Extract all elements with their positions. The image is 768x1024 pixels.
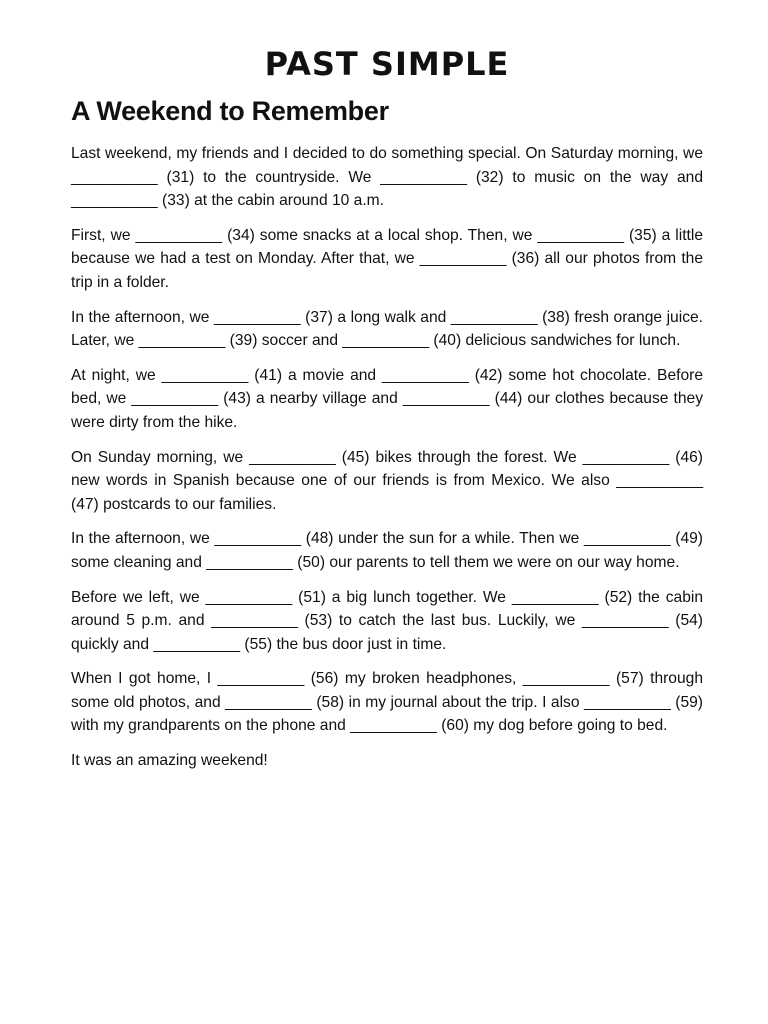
paragraph-2: First, we __________ (34) some snacks at a local shop. Then, we __________ (35) a little because we had a test on Monday. After that, we __________ (36) all our photos from the trip in a folder. (71, 226, 703, 291)
story-title: A Weekend to Remember (71, 96, 389, 126)
paragraph-6: In the afternoon, we __________ (48) under the sun for a while. Then we __________ (49) some cleaning and __________ (50) our parents to tell them we were on our way home. (71, 530, 703, 571)
page-title: PAST SIMPLE (264, 45, 510, 83)
paragraph-7: Before we left, we __________ (51) a big lunch together. We __________ (52) the cabin around 5 p.m. and __________ (53) to catch the last bus. Luckily, we __________ (54) quickly and __________ (55) the bus door just in time. (71, 588, 703, 653)
paragraph-3: In the afternoon, we __________ (37) a long walk and __________ (38) fresh orange juice. Later, we __________ (39) soccer and __________ (40) delicious sandwiches for lunch. (71, 308, 703, 350)
story-body (71, 142, 703, 773)
paragraph-5: On Sunday morning, we __________ (45) bikes through the forest. We __________ (46) new words in Spanish because one of our friends is from Mexico. We also __________ (47) postcards to our families. (71, 448, 703, 513)
paragraph-1: Last weekend, my friends and I decided to do something special. On Saturday morning, we __________ (31) to the countryside. We __________ (32) to music on the way and __________ (33) at the cabin around 10 a.m. (71, 145, 703, 210)
paragraph-4: At night, we __________ (41) a movie and __________ (42) some hot chocolate. Before bed, we __________ (43) a nearby village and __________ (44) our clothes because they were dirty from the hike. (71, 366, 703, 431)
closing-line: It was an amazing weekend! (71, 752, 268, 770)
paragraph-8: When I got home, I __________ (56) my broken headphones, __________ (57) through some old photos, and __________ (58) in my journal about the trip. I also __________ (59) with my grandparents on the phone and __________ (60) my dog before going to bed. (71, 670, 703, 735)
